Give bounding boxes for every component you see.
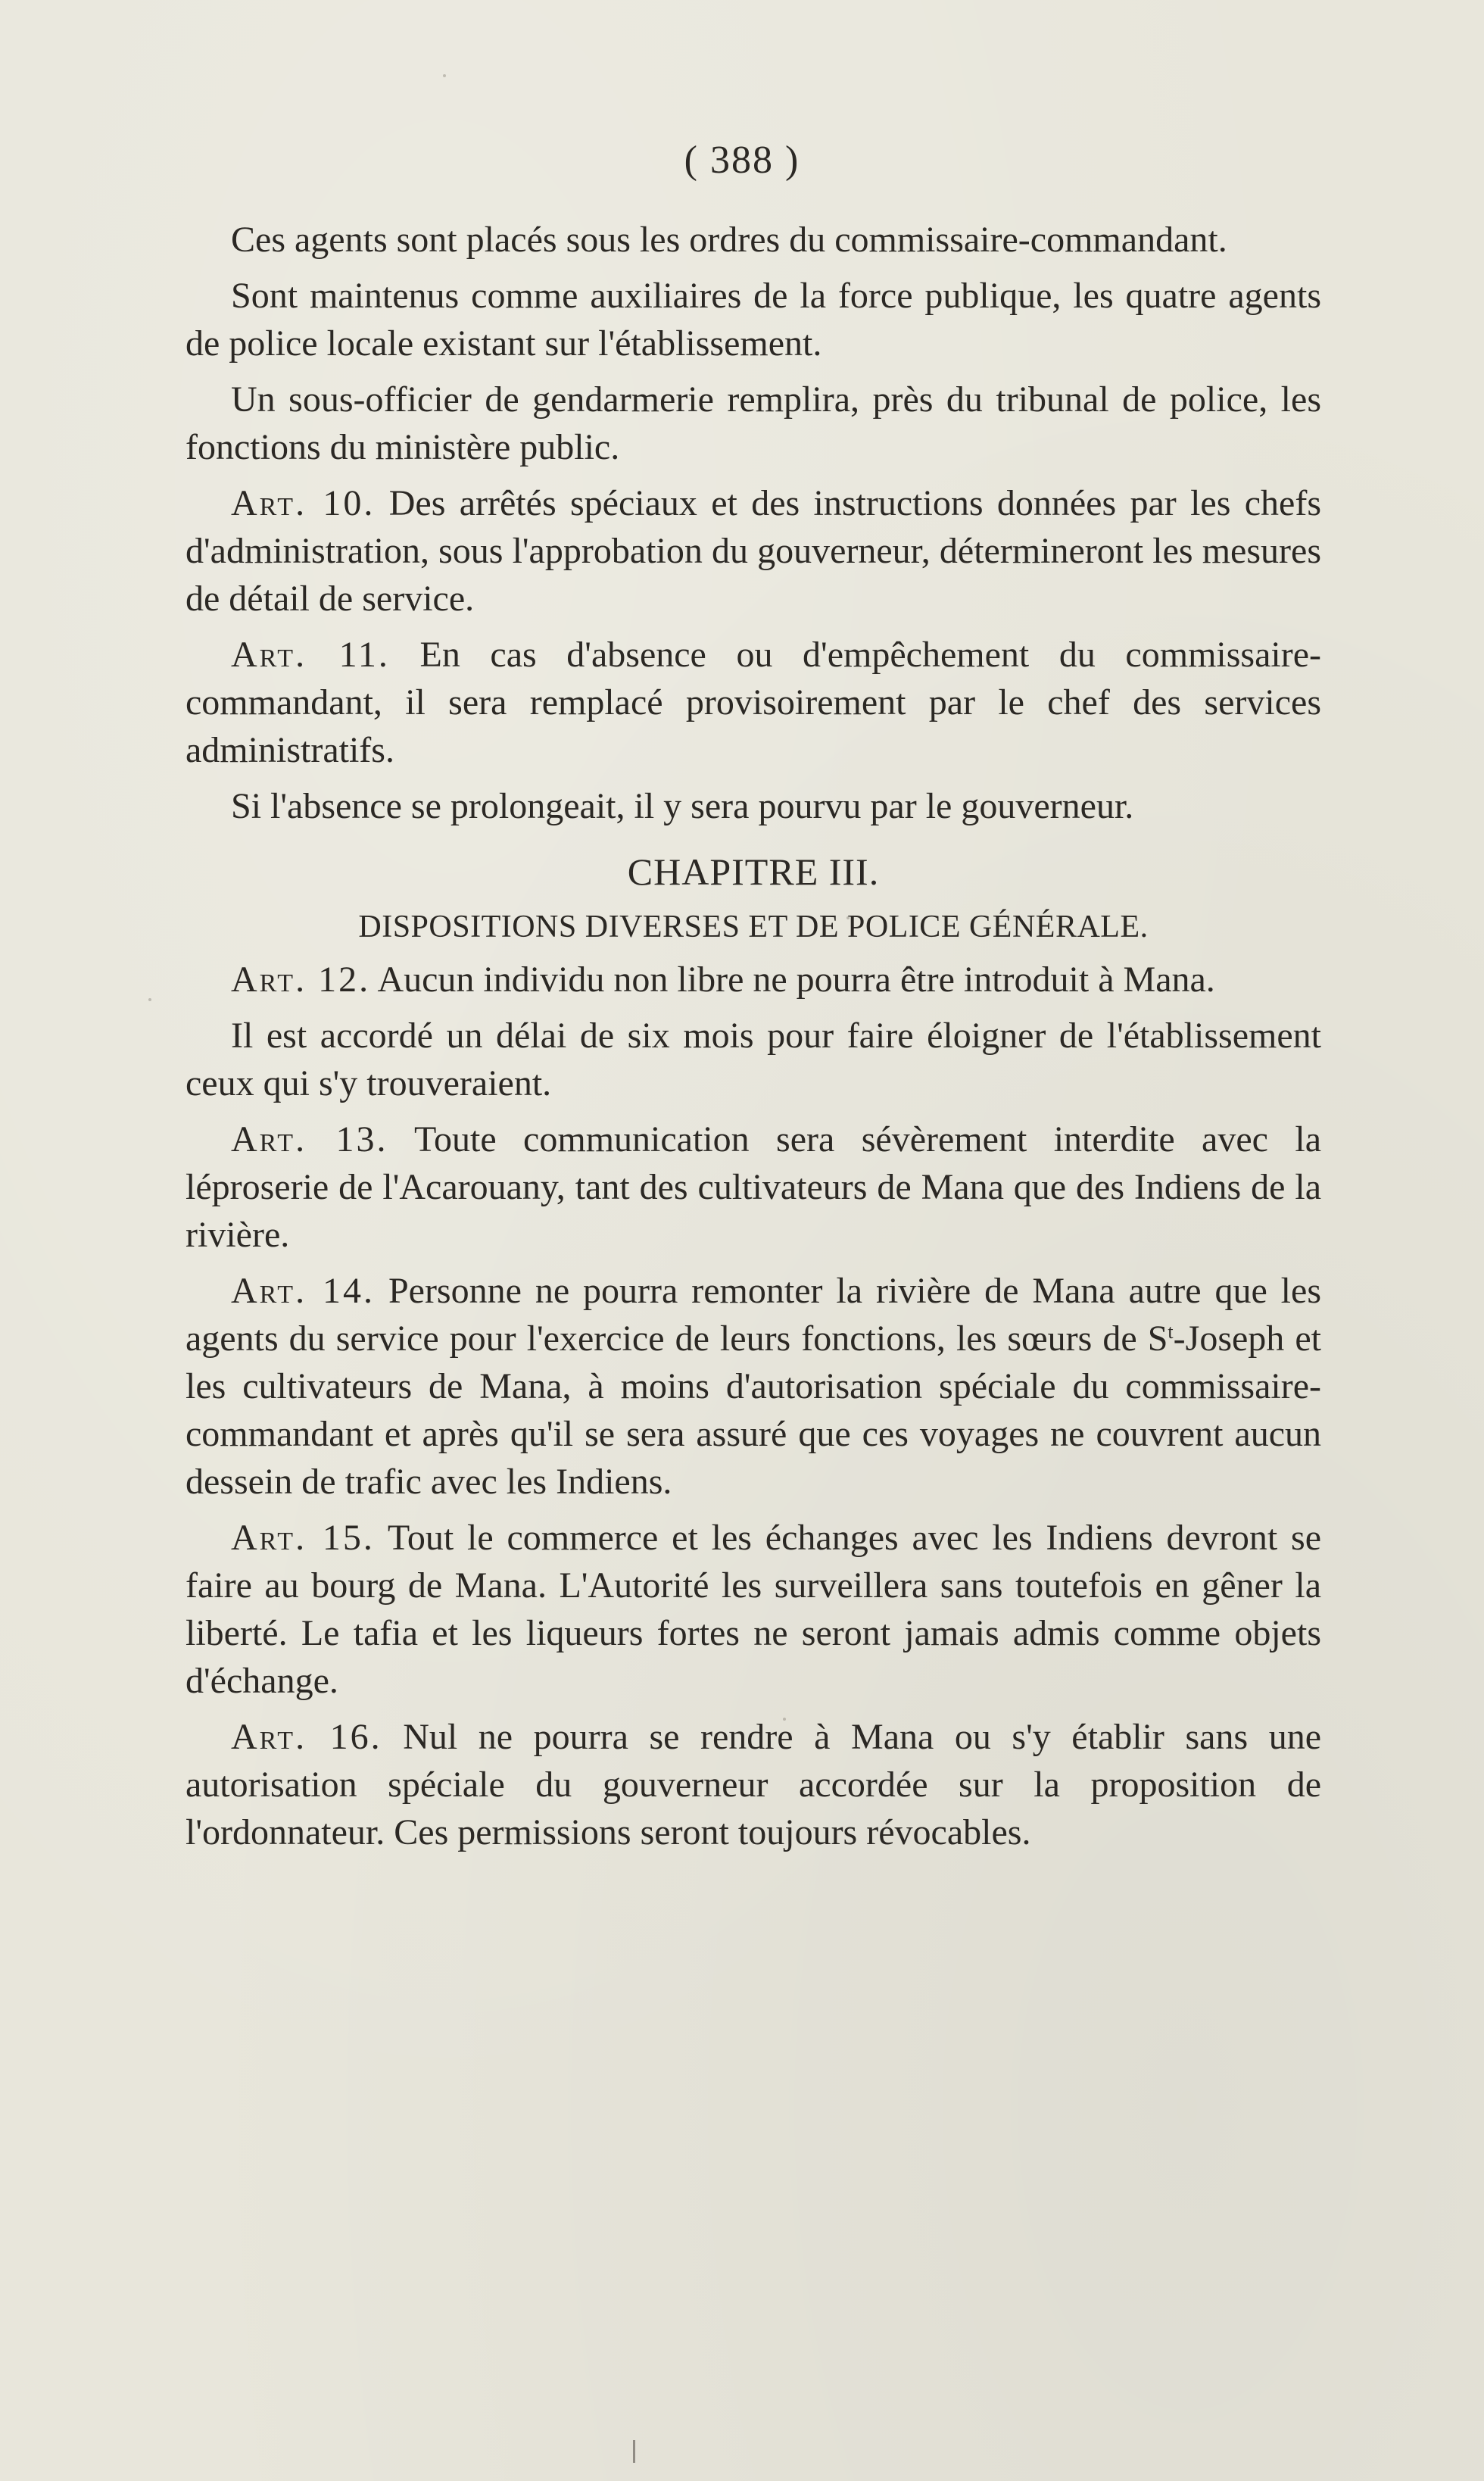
article-text: Tout le commerce et les échanges avec les Indiens devront se faire au bourg de Mana. L'Autorité les surveillera sans toutefois en gêner la liberté. Le tafia et les liqueurs fortes ne seront jamais admis comme objets d'échange. <box>186 1518 1321 1701</box>
article-label: Art. 12. <box>231 960 371 1000</box>
paper-speck <box>148 998 151 1001</box>
article-label: Art. 16. <box>231 1717 382 1757</box>
paper-speck <box>443 74 446 77</box>
paragraph: Ces agents sont placés sous les ordres du commissaire-commandant. <box>231 220 1227 260</box>
chapter-title: CHAPITRE III. <box>627 850 880 893</box>
paragraph: Il est accordé un délai de six mois pour faire éloigner de l'établissement ceux qui s'y trouveraient. <box>186 1016 1321 1103</box>
paragraph: Sont maintenus comme auxiliaires de la force publique, les quatre agents de police locale existant sur l'établissement. <box>186 276 1321 364</box>
article-text-continued: -Joseph et les cultivateurs de Mana, à moins d'autorisation spéciale du commissaire-commandant et après qu'il se sera assuré que ces voyages ne couvrent aucun dessein de trafic avec les Indiens. <box>186 1319 1321 1502</box>
body-text <box>186 216 1321 1865</box>
article-text: Nul ne pourra se rendre à Mana ou s'y établir sans une autorisation spéciale du gouverneur accordée sur la proposition de l'ordonnateur. Ces permissions seront toujours révocables. <box>186 1717 1321 1852</box>
article-label: Art. 10. <box>231 483 376 523</box>
article-10 <box>186 479 1321 623</box>
article-11 <box>186 631 1321 774</box>
paragraph: Un sous-officier de gendarmerie remplira, près du tribunal de police, les fonctions du ministère public. <box>186 379 1321 467</box>
article-13 <box>186 1116 1321 1259</box>
article-text: Des arrêtés spéciaux et des instructions données par les chefs d'administration, sous l'approbation du gouverneur, détermineront les mesures de détail de service. <box>186 483 1322 619</box>
article-label: Art. 14. <box>231 1271 375 1311</box>
article-15 <box>186 1514 1321 1705</box>
article-label: Art. 11. <box>231 635 390 675</box>
page-number: ( 388 ) <box>684 139 800 182</box>
article-label: Art. 15. <box>231 1518 375 1558</box>
article-16 <box>186 1713 1321 1856</box>
article-text: Personne ne pourra remonter la rivière de Mana autre que les agents du service pour l'exercice de leurs fonctions, les sœurs de S <box>186 1271 1322 1359</box>
chapter-subtitle: DISPOSITIONS DIVERSES ET DE POLICE GÉNÉRALE. <box>358 910 1149 944</box>
article-label: Art. 13. <box>231 1119 388 1159</box>
article-14 <box>186 1267 1321 1506</box>
article-text: Toute communication sera sévèrement interdite avec la léproserie de l'Acarouany, tant des cultivateurs de Mana que des Indiens de la rivière. <box>186 1119 1321 1255</box>
print-mark <box>633 2440 635 2463</box>
article-12 <box>186 956 1321 1003</box>
paragraph: Si l'absence se prolongeait, il y sera pourvu par le gouverneur. <box>231 786 1134 826</box>
article-text: En cas d'absence ou d'empêchement du commissaire-commandant, il sera remplacé provisoirement par le chef des services administratifs. <box>186 635 1322 770</box>
article-text: Aucun individu non libre ne pourra être introduit à Mana. <box>377 960 1215 1000</box>
superscript: t <box>1168 1321 1174 1343</box>
